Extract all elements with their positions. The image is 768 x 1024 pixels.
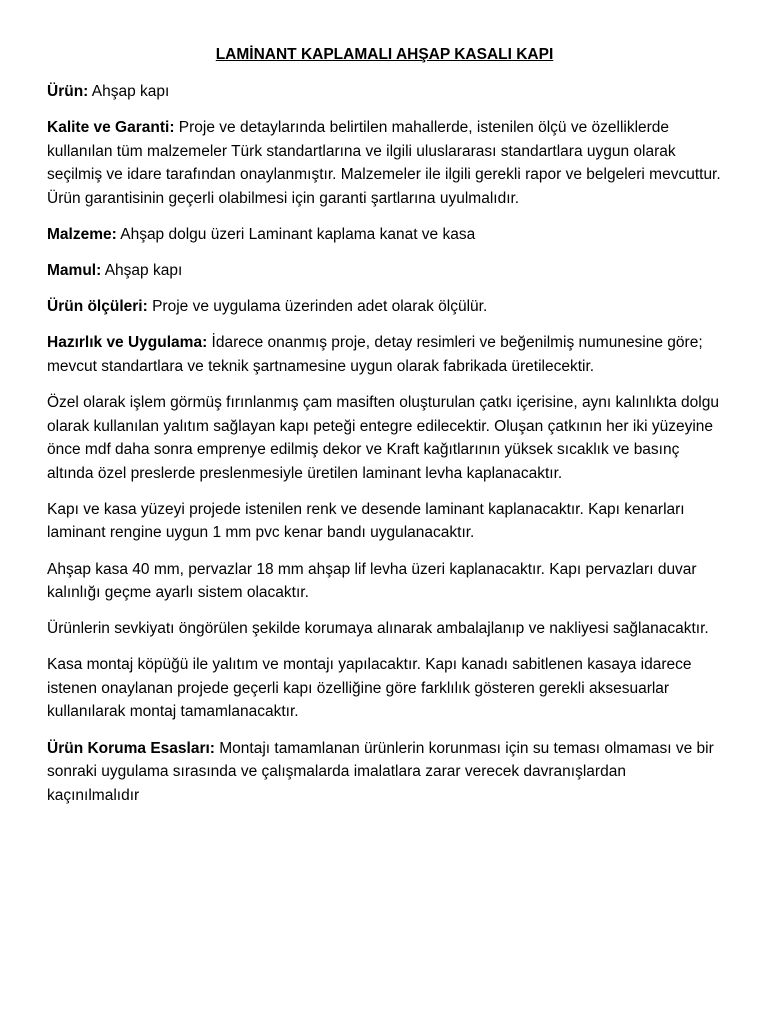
- paragraph-catki: [47, 391, 722, 485]
- section-label: Hazırlık ve Uygulama:: [47, 334, 208, 352]
- section-malzeme: [47, 223, 722, 247]
- paragraph-sevkiyat: [47, 617, 722, 641]
- document-title: LAMİNANT KAPLAMALI AHŞAP KASALI KAPI: [215, 46, 554, 63]
- section-text: Ahşap kapı: [88, 83, 170, 100]
- section-text: İdarece onanmış proje, detay resimleri ve beğenilmiş numunesine göre; mevcut standartlara ve teknik şartnamesine uygun olarak fabrikada üretilecektir.: [47, 334, 703, 375]
- section-urun: [47, 80, 722, 104]
- section-kalite-garanti: [47, 116, 722, 210]
- section-text: Ahşap dolgu üzeri Laminant kaplama kanat ve kasa: [116, 225, 476, 243]
- section-urun-koruma: [47, 737, 722, 808]
- paragraph-kasa-montaj: [47, 653, 722, 724]
- section-text: Ahşap kasa 40 mm, pervazlar 18 mm ahşap lif levha üzeri kaplanacaktır. Kapı pervazları duvar kalınlığı geçme ayarlı sistem olacaktır.: [47, 560, 697, 602]
- section-label: Ürün:: [47, 83, 89, 100]
- section-label: Mamul:: [47, 262, 102, 280]
- section-text: Özel olarak işlem görmüş fırınlanmış çam masiften oluşturulan çatkı içerisine, aynı kalınlıkta dolgu olarak kullanılan yalıtım sağlayan kapı peteği entegre edilecektir. Oluşan çatkının her iki yüzeyine önce mdf daha sonra emprenye edilmiş dekor ve Kraft kağıtlarının yüksek sıcaklık ve basınç altında özel preslerde preslenmesiyle üretilen laminant levha kaplanacaktır.: [47, 393, 719, 482]
- section-text: Proje ve detaylarında belirtilen mahallerde, istenilen ölçü ve özelliklerde kullanılan tüm malzemeler Türk standartlarına ve ilgili uluslararası standartlara uygun olarak seçilmiş ve idare tarafından onaylanmıştır. Malzemeler ile ilgili gerekli rapor ve belgeleri mevcuttur. Ürün garantisinin geçerli olabilmesi için garanti şartlarına uyulmalıdır.: [47, 119, 721, 207]
- paragraph-kapi-kasa-yuzeyi: [47, 498, 722, 545]
- section-text: Kapı ve kasa yüzeyi projede istenilen renk ve desende laminant kaplanacaktır. Kapı kenarları laminant rengine uygun 1 mm pvc kenar bandı uygulanacaktır.: [47, 500, 685, 542]
- paragraph-ahsap-kasa: [47, 558, 722, 605]
- section-label: Ürün Koruma Esasları:: [47, 739, 215, 757]
- section-label: Kalite ve Garanti:: [47, 119, 175, 137]
- section-mamul: [47, 259, 722, 283]
- section-text: Proje ve uygulama üzerinden adet olarak ölçülür.: [147, 298, 488, 316]
- section-urun-olculeri: [47, 295, 722, 319]
- section-text: Ahşap kapı: [101, 262, 183, 280]
- section-text: Montajı tamamlanan ürünlerin korunması için su teması olmaması ve bir sonraki uygulama sırasında ve çalışmalarda imalatlara zarar verecek davranışlardan kaçınılmalıdır: [47, 739, 714, 804]
- section-text: Ürünlerin sevkiyatı öngörülen şekilde korumaya alınarak ambalajlanıp ve nakliyesi sağlanacaktır.: [47, 620, 709, 638]
- section-label: Ürün ölçüleri:: [47, 298, 148, 316]
- section-text: Kasa montaj köpüğü ile yalıtım ve montajı yapılacaktır. Kapı kanadı sabitlenen kasaya idarece istenen onaylanan projede geçerli kapı özelliğine göre farklılık gösteren gerekli aksesuarlar kullanılarak montaj tamamlanacaktır.: [47, 656, 692, 721]
- section-label: Malzeme:: [47, 225, 117, 243]
- section-hazirlik-uygulama: [47, 331, 722, 378]
